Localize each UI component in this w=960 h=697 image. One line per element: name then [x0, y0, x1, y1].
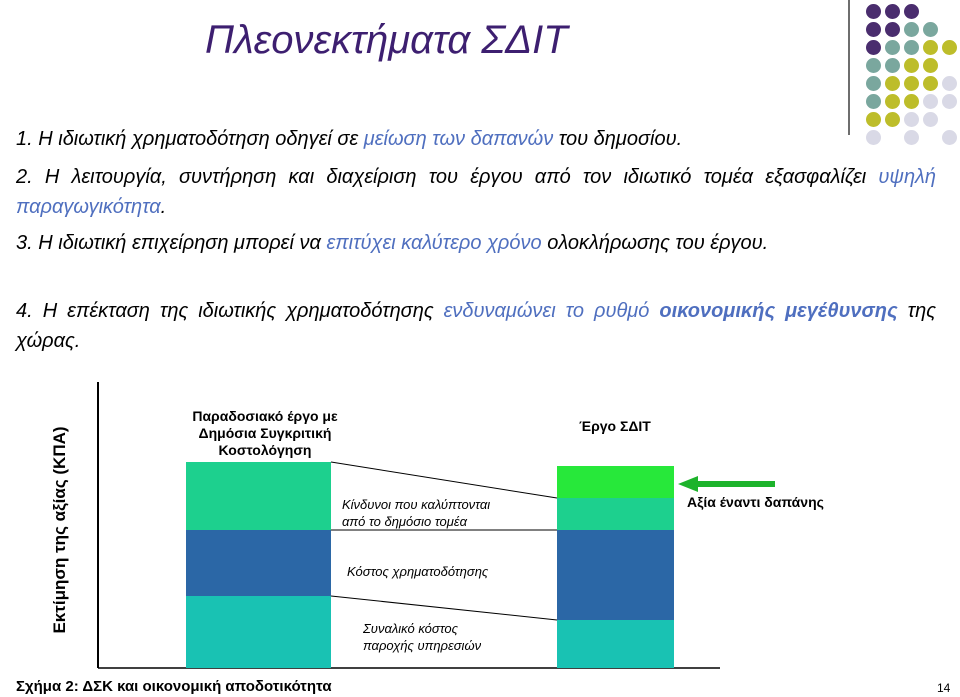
- bar2-finance-segment: [557, 530, 674, 620]
- point-4: 4. Η επέκταση της ιδιωτικής χρηματοδότησης ενδυναμώνει το ρυθμό οικονομικής μεγέθυνσης της χώρας.: [16, 300, 936, 352]
- point-3: 3. Η ιδιωτική επιχείρηση μπορεί να επιτύχει καλύτερο χρόνο ολοκλήρωσης του έργου.: [16, 232, 769, 254]
- figure-caption: Σχήμα 2: ΔΣΚ και οικονομική αποδοτικότητα: [16, 678, 332, 695]
- bar2-label: Έργο ΣΔΙΤ: [579, 418, 651, 434]
- bar1-label: Παραδοσιακό έργο με Δημόσια Συγκριτική Κοστολόγηση: [192, 408, 338, 458]
- slide-title: Πλεονεκτήματα ΣΔΙΤ: [205, 18, 568, 62]
- bar1-finance-segment: [186, 530, 331, 596]
- service-label: Συναλικό κόστος παροχής υπηρεσιών: [363, 621, 482, 653]
- point-1: 1. Η ιδιωτική χρηματοδότηση οδηγεί σε μείωση των δαπανών του δημοσίου.: [16, 128, 683, 150]
- value-label: Αξία έναντι δαπάνης: [687, 494, 824, 510]
- decorative-dot-grid: [862, 0, 960, 150]
- point-2: 2. Η λειτουργία, συντήρηση και διαχείριση του έργου από τον ιδιωτικό τομέα εξασφαλίζει υψηλή παραγωγικότητα.: [16, 166, 936, 218]
- connector-risk: [331, 462, 557, 498]
- bar1-service-segment: [186, 596, 331, 668]
- bar2-value-segment: [557, 466, 674, 498]
- decorative-divider: [848, 0, 850, 135]
- connector-service: [331, 596, 557, 620]
- value-arrow: [678, 476, 775, 492]
- risk-label: Κίνδυνοι που καλύπτονται από το δημόσιο τομέα: [342, 497, 491, 529]
- page-number: 14: [937, 681, 951, 695]
- bar2-service-segment: [557, 620, 674, 668]
- bar2-risk-segment: [557, 498, 674, 530]
- y-axis-label: Εκτίμηση της αξίας (ΚΠΑ): [50, 426, 69, 634]
- bar1-risk-segment: [186, 462, 331, 530]
- finance-label: Κόστος χρηματοδότησης: [347, 564, 489, 579]
